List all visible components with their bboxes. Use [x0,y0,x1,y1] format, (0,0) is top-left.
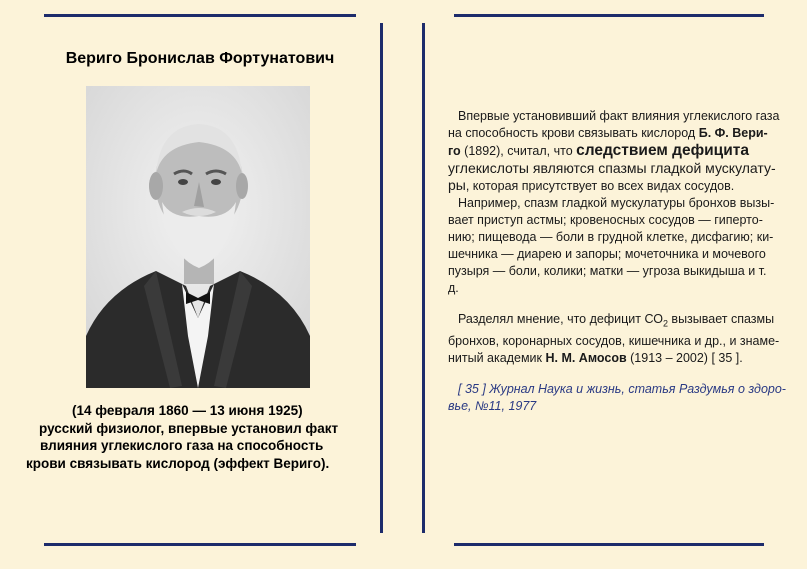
text-line: Впервые установивший факт влияния углекислого газа [458,109,780,123]
caption-line-1: русский физиолог, впервые установил факт [39,420,339,436]
text-line: нию; пищевода — боли в грудной клетке, дисфагию; ки- [448,230,774,244]
text-span: Разделял мнение, что дефицит СО [458,312,663,326]
subscript-2: 2 [662,318,668,329]
top-right-rule [454,14,764,17]
bottom-left-rule [44,543,356,546]
bottom-right-rule [454,543,764,546]
reference-line: [ 35 ] Журнал Наука и жизнь, статья Раздумья о здоро- [458,381,786,396]
text-line [448,177,782,195]
reference-line: вье, №11, 1977 [448,398,537,413]
text-line [448,125,782,142]
emphasis-text: следствием дефицита [576,142,749,159]
text-line [448,142,782,160]
caption-line-2: влияния углекислого газа на способность [40,438,324,453]
text-line [448,311,782,333]
text-line: бронхов, коронарных сосудов, кишечника и др., и знаме- [448,333,780,348]
spine-left-rule [380,23,383,533]
text-span: являются [528,160,599,176]
text-line: шечника — диарею и запоры; мочеточника и мочевого [448,247,766,261]
text-line: вает приступ астмы; кровеносных сосудов — гиперто- [448,213,763,227]
text-span: ры [448,177,466,193]
portrait-photo [86,86,310,388]
text-line: д. [448,281,459,295]
caption-line-3: крови связывать кислород (эффект Вериго). [26,455,330,471]
portrait-caption [26,402,371,472]
person-name-verigo-end: го [448,144,461,158]
text-span: спазмы гладкой мускулату- [598,160,776,176]
top-left-rule [44,14,356,17]
text-span: , которая присутствует во всех видах сосудов. [465,179,735,193]
text-span: вызывает спазмы [667,312,775,326]
text-span: нитый академик [448,350,546,365]
person-name-amosov: Н. М. Амосов [545,350,627,365]
text-line: Например, спазм гладкой мускулатуры бронхов вызы- [458,196,775,210]
text-span: (1913 – 2002) [ 35 ]. [626,350,743,365]
text-line [448,350,782,367]
paragraph-gap [448,297,782,311]
paragraph-gap [448,367,782,381]
person-name-heading: Вериго Бронислав Фортунатович [65,50,335,67]
text-span: на способность крови связывать кислород [448,126,699,140]
text-line: пузыря — боли, колики; матки — угроза выкидыша и т. [448,264,767,278]
text-span: (1892), считал, что [460,144,577,158]
spine-right-rule [422,23,425,533]
article-text [448,108,786,415]
text-line [448,160,782,177]
caption-dates: (14 февраля 1860 — 13 июня 1925) [72,403,303,418]
text-span: углекислоты [448,160,529,176]
person-name-verigo: Б. Ф. Вери- [698,126,768,140]
